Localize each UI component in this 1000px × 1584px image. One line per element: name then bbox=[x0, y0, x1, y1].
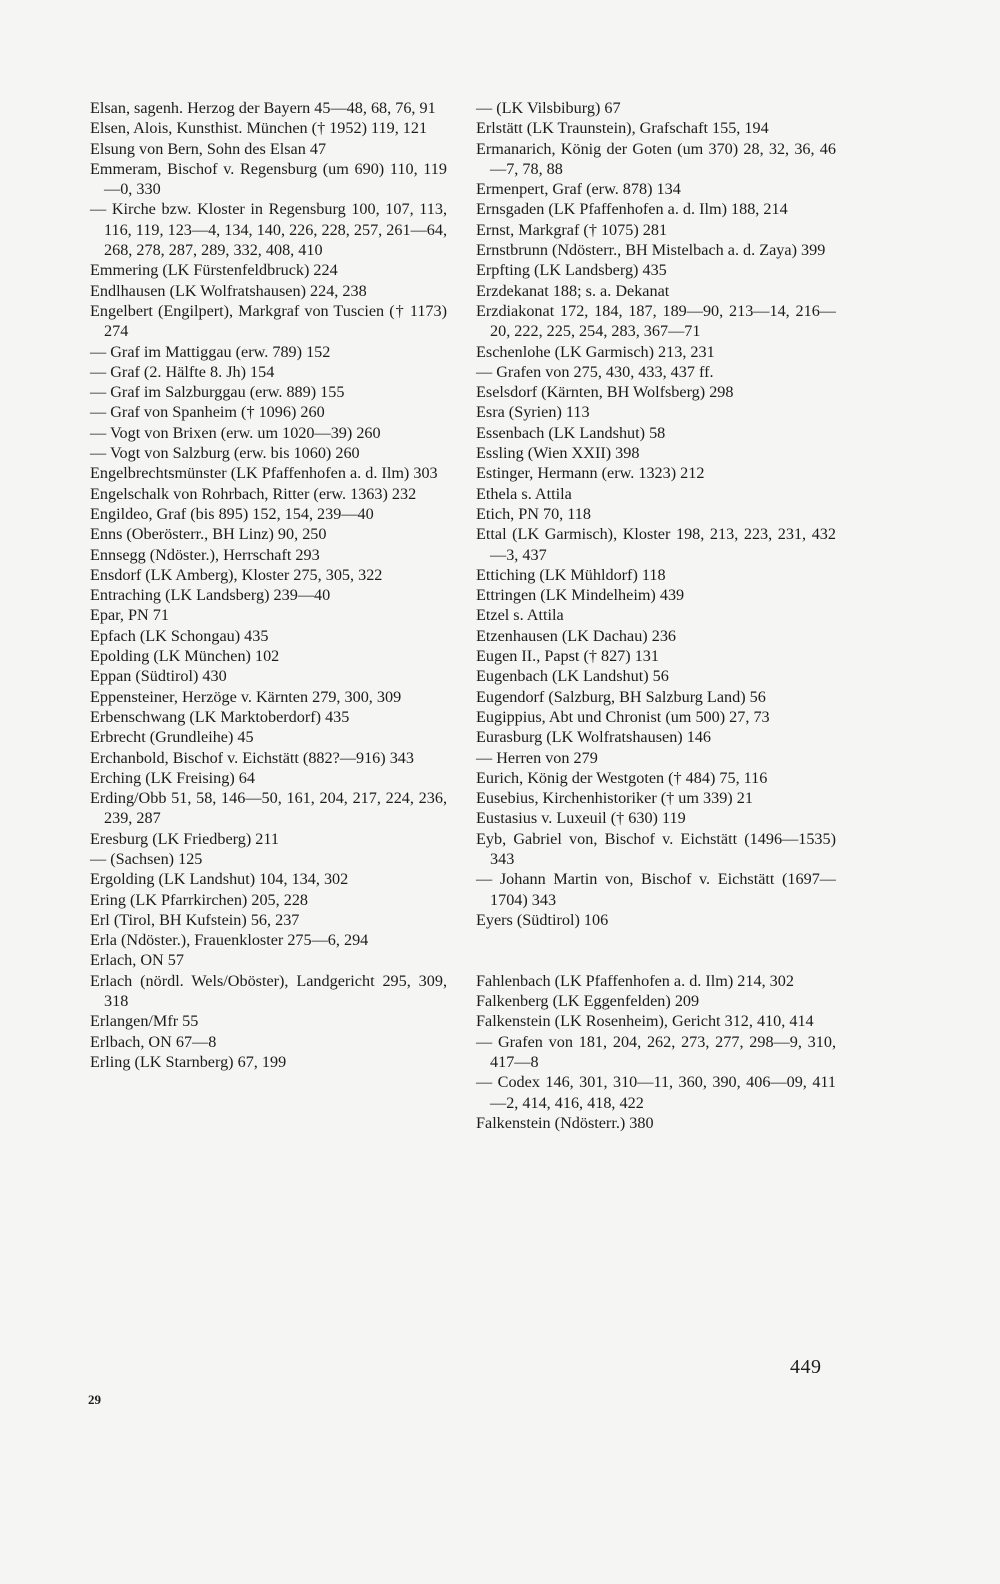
index-entry: Falkenberg (LK Eggenfelden) 209 bbox=[476, 992, 700, 1011]
index-entry: Fahlenbach (LK Pfaffenhofen a. d. Ilm) 214, 302 bbox=[476, 971, 794, 990]
index-entry: Ermenpert, Graf (erw. 878) 134 bbox=[476, 180, 681, 199]
index-entry: Eselsdorf (Kärnten, BH Wolfsberg) 298 bbox=[476, 383, 734, 402]
index-entry: Esra (Syrien) 113 bbox=[476, 403, 590, 422]
index-entry: Erl (Tirol, BH Kufstein) 56, 237 bbox=[90, 910, 300, 929]
index-entry: Enns (Oberösterr., BH Linz) 90, 250 bbox=[90, 525, 327, 544]
index-entry: Eurasburg (LK Wolfratshausen) 146 bbox=[476, 728, 712, 747]
index-entry: Ernsgaden (LK Pfaffenhofen a. d. Ilm) 188, 214 bbox=[476, 200, 788, 219]
index-entry: Elsen, Alois, Kunsthist. München († 1952) 119, 121 bbox=[90, 119, 428, 138]
index-entry: — Herren von 279 bbox=[476, 748, 598, 767]
index-entry: Ernst, Markgraf († 1075) 281 bbox=[476, 220, 668, 239]
index-entry: — Grafen von 275, 430, 433, 437 ff. bbox=[476, 362, 714, 381]
index-entry: Etzel s. Attila bbox=[476, 606, 564, 625]
index-entry: Erlbach, ON 67—8 bbox=[90, 1032, 217, 1051]
index-entry: Epfach (LK Schongau) 435 bbox=[90, 626, 269, 645]
index-entry: Ettiching (LK Mühldorf) 118 bbox=[476, 565, 666, 584]
index-entry: Eugippius, Abt und Chronist (um 500) 27, 73 bbox=[476, 707, 770, 726]
index-entry: Eyb, Gabriel von, Bischof v. Eichstätt (1496—1535) 343 bbox=[476, 829, 836, 868]
index-entry: Eugen II., Papst († 827) 131 bbox=[476, 647, 659, 666]
index-entry: Emmering (LK Fürstenfeldbruck) 224 bbox=[90, 261, 338, 280]
index-entry: Entraching (LK Landsberg) 239—40 bbox=[90, 586, 331, 605]
index-entry: Essenbach (LK Landshut) 58 bbox=[476, 423, 666, 442]
index-entry: Eyers (Südtirol) 106 bbox=[476, 910, 609, 929]
index-entry: Estinger, Hermann (erw. 1323) 212 bbox=[476, 464, 705, 483]
index-entry: Eugenbach (LK Landshut) 56 bbox=[476, 667, 669, 686]
index-entry: Engelschalk von Rohrbach, Ritter (erw. 1363) 232 bbox=[90, 484, 417, 503]
index-entry: Etzenhausen (LK Dachau) 236 bbox=[476, 626, 677, 645]
index-entry: — (LK Vilsbiburg) 67 bbox=[476, 99, 621, 117]
index-entry: — Graf im Mattiggau (erw. 789) 152 bbox=[90, 342, 331, 361]
index-entry: Eusebius, Kirchenhistoriker († um 339) 21 bbox=[476, 789, 753, 808]
index-column-left bbox=[90, 98, 447, 1072]
index-entry: Engildeo, Graf (bis 895) 152, 154, 239—40 bbox=[90, 504, 374, 523]
index-entry: Eschenlohe (LK Garmisch) 213, 231 bbox=[476, 342, 715, 361]
index-entry: Elsan, sagenh. Herzog der Bayern 45—48, 68, 76, 91 bbox=[90, 99, 436, 117]
index-entry: Erzdiakonat 172, 184, 187, 189—90, 213—14, 216—20, 222, 225, 254, 283, 367—71 bbox=[476, 301, 836, 341]
index-column-right bbox=[476, 98, 836, 1133]
index-entry: — Graf im Salzburggau (erw. 889) 155 bbox=[90, 383, 345, 402]
index-entry: Epar, PN 71 bbox=[90, 606, 169, 625]
index-entry: — Graf (2. Hälfte 8. Jh) 154 bbox=[90, 362, 275, 381]
index-entry: Ergolding (LK Landshut) 104, 134, 302 bbox=[90, 870, 349, 889]
letter-gap bbox=[476, 930, 836, 971]
index-entry: Erchanbold, Bischof v. Eichstätt (882?—916) 343 bbox=[90, 748, 414, 767]
index-entry: — Vogt von Salzburg (erw. bis 1060) 260 bbox=[90, 444, 360, 463]
index-entry: Eurich, König der Westgoten († 484) 75, 116 bbox=[476, 768, 768, 787]
index-entry: Ethela s. Attila bbox=[476, 484, 572, 503]
index-entry: Falkenstein (LK Rosenheim), Gericht 312, 410, 414 bbox=[476, 1012, 814, 1031]
index-entry: Ettal (LK Garmisch), Kloster 198, 213, 223, 231, 432—3, 437 bbox=[476, 525, 836, 564]
index-entry: Epolding (LK München) 102 bbox=[90, 647, 280, 666]
index-entry: Essling (Wien XXII) 398 bbox=[476, 444, 640, 463]
index-entry: Erlstätt (LK Traunstein), Grafschaft 155, 194 bbox=[476, 119, 769, 138]
index-entry: Eugendorf (Salzburg, BH Salzburg Land) 56 bbox=[476, 687, 766, 706]
index-entry: Engelbrechtsmünster (LK Pfaffenhofen a. d. Ilm) 303 bbox=[90, 464, 438, 483]
index-entry: — (Sachsen) 125 bbox=[90, 849, 203, 868]
index-entry: Etich, PN 70, 118 bbox=[476, 504, 591, 523]
index-entry: Emmeram, Bischof v. Regensburg (um 690) 110, 119—0, 330 bbox=[90, 159, 447, 199]
index-entry: Engelbert (Engilpert), Markgraf von Tuscien († 1173) 274 bbox=[90, 301, 447, 341]
index-entry: Erzdekanat 188; s. a. Dekanat bbox=[476, 281, 670, 300]
index-entry: Ering (LK Pfarrkirchen) 205, 228 bbox=[90, 890, 309, 909]
index-entry: — Kirche bzw. Kloster in Regensburg 100, 107, 113, 116, 119, 123—4, 134, 140, 226, 228, 257, 261—64, 268, 278, 287, 289, 332, 408, 410 bbox=[90, 200, 447, 260]
page-number: 449 bbox=[790, 1356, 822, 1378]
index-entry: Erla (Ndöster.), Frauenkloster 275—6, 294 bbox=[90, 931, 369, 950]
index-entry: Ermanarich, König der Goten (um 370) 28, 32, 36, 46—7, 78, 88 bbox=[476, 139, 836, 178]
index-entry: Ernstbrunn (Ndösterr., BH Mistelbach a. d. Zaya) 399 bbox=[476, 241, 826, 260]
index-entry: — Graf von Spanheim († 1096) 260 bbox=[90, 403, 325, 422]
index-entry: Ennsegg (Ndöster.), Herrschaft 293 bbox=[90, 545, 320, 564]
index-group-e bbox=[476, 98, 836, 930]
index-entry: Ettringen (LK Mindelheim) 439 bbox=[476, 586, 685, 605]
index-entry: — Codex 146, 301, 310—11, 360, 390, 406—09, 411—2, 414, 416, 418, 422 bbox=[476, 1073, 836, 1112]
index-entry: Falkenstein (Ndösterr.) 380 bbox=[476, 1113, 654, 1132]
index-entry: Erding/Obb 51, 58, 146—50, 161, 204, 217, 224, 236, 239, 287 bbox=[90, 789, 447, 828]
index-entry: — Johann Martin von, Bischof v. Eichstätt (1697—1704) 343 bbox=[476, 870, 836, 909]
index-entry: Erbenschwang (LK Marktoberdorf) 435 bbox=[90, 707, 350, 726]
index-entry: Erling (LK Starnberg) 67, 199 bbox=[90, 1052, 287, 1071]
index-entry: Elsung von Bern, Sohn des Elsan 47 bbox=[90, 139, 327, 158]
index-entry: Eppan (Südtirol) 430 bbox=[90, 667, 227, 686]
index-entry: Eppensteiner, Herzöge v. Kärnten 279, 300, 309 bbox=[90, 687, 402, 706]
index-entry: Erlach, ON 57 bbox=[90, 951, 184, 970]
index-entry: Erpfting (LK Landsberg) 435 bbox=[476, 261, 667, 280]
index-entry: Eresburg (LK Friedberg) 211 bbox=[90, 829, 279, 848]
index-entry: Ensdorf (LK Amberg), Kloster 275, 305, 322 bbox=[90, 565, 383, 584]
index-entry: Erching (LK Freising) 64 bbox=[90, 768, 255, 787]
index-entry: Endlhausen (LK Wolfratshausen) 224, 238 bbox=[90, 281, 367, 300]
sheet-signature: 29 bbox=[88, 1392, 101, 1407]
index-group-f bbox=[476, 971, 836, 1133]
index-entry: Erbrecht (Grundleihe) 45 bbox=[90, 728, 254, 747]
index-entry: Eustasius v. Luxeuil († 630) 119 bbox=[476, 809, 686, 828]
index-entry: — Grafen von 181, 204, 262, 273, 277, 298—9, 310, 417—8 bbox=[476, 1032, 836, 1071]
index-entry: — Vogt von Brixen (erw. um 1020—39) 260 bbox=[90, 423, 381, 442]
index-entry: Erlangen/Mfr 55 bbox=[90, 1012, 199, 1031]
index-entry: Erlach (nördl. Wels/Oböster), Landgericht 295, 309, 318 bbox=[90, 971, 447, 1011]
